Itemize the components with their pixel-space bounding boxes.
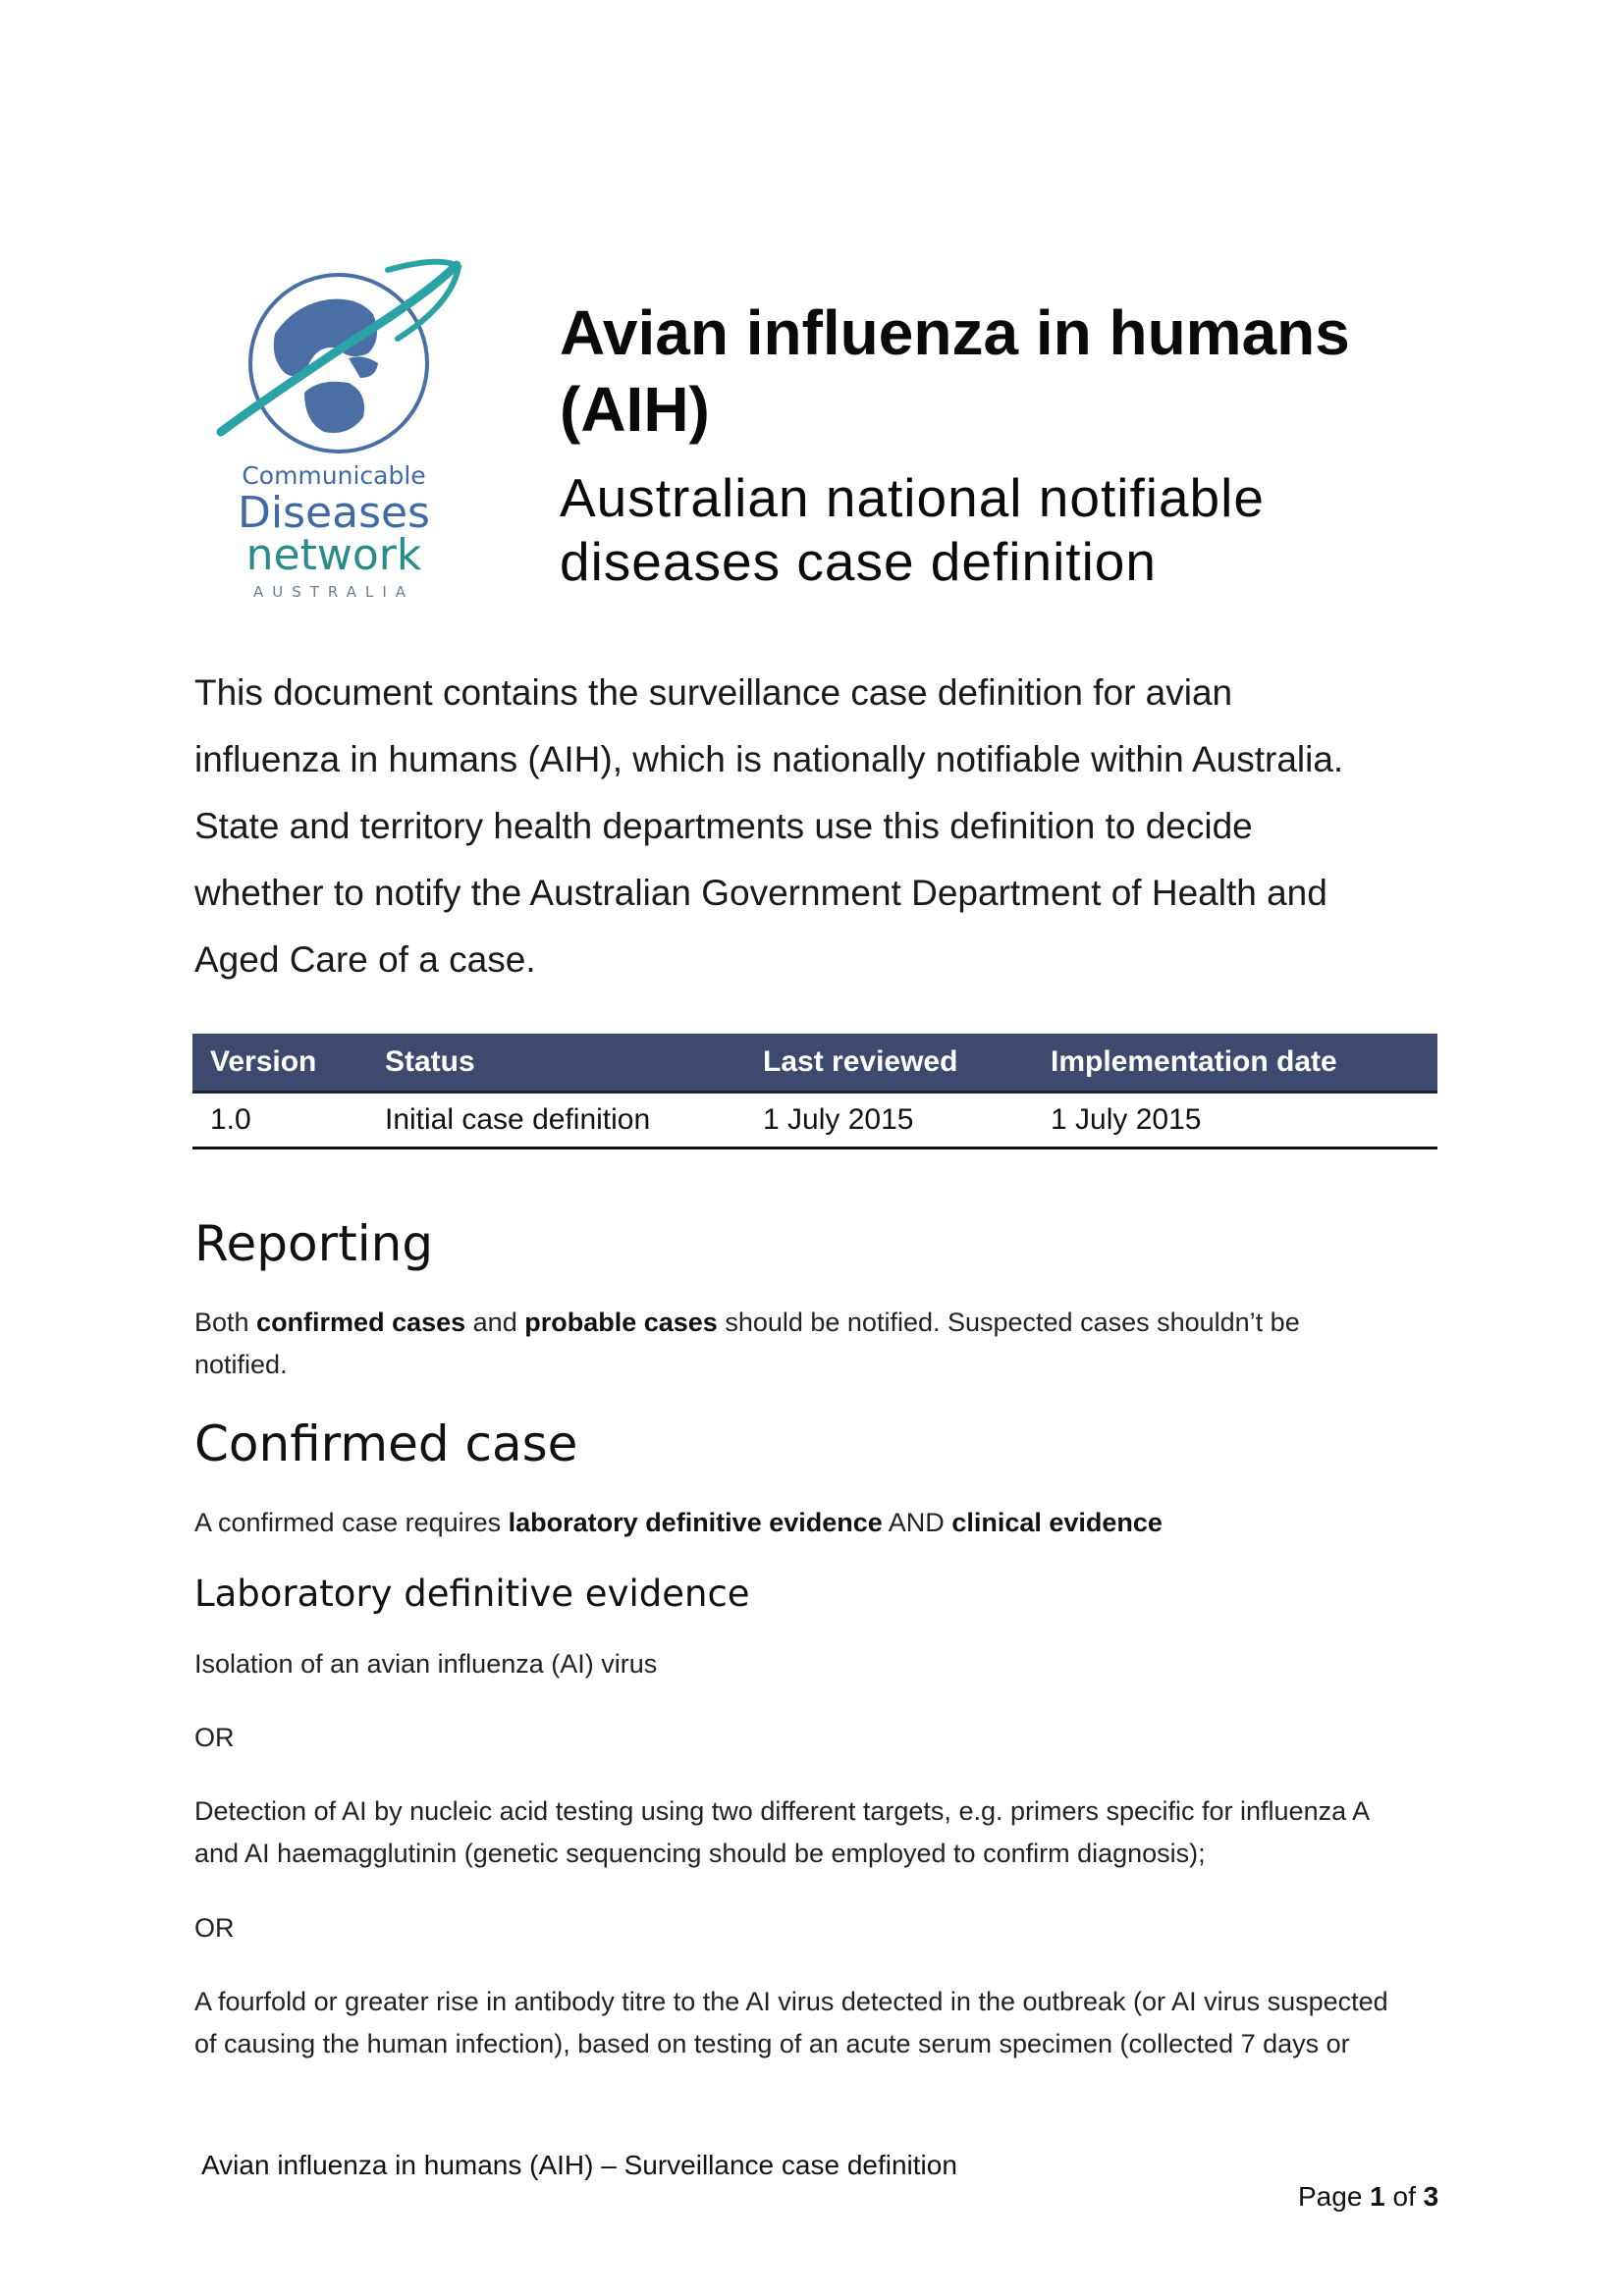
logo-text-communicable: Communicable	[242, 461, 426, 490]
reporting-text: notified.	[194, 1350, 288, 1379]
cell-version: 1.0	[192, 1093, 367, 1148]
version-table	[192, 1034, 1437, 1149]
cell-implementation-date: 1 July 2015	[1033, 1093, 1437, 1148]
intro-line: whether to notify the Australian Government Department of Health and	[194, 873, 1327, 913]
document-title	[560, 294, 1492, 448]
reporting-text: and	[465, 1308, 525, 1337]
lab-p3-line: of causing the human infection), based on testing of an acute serum specimen (collected 7 days or	[194, 2029, 1350, 2058]
document-subtitle	[560, 466, 1492, 594]
header-implementation-date: Implementation date	[1033, 1034, 1437, 1093]
table-row	[192, 1093, 1437, 1148]
subtitle-line-1: Australian national notifiable	[560, 467, 1265, 528]
lab-p3-line: A fourfold or greater rise in antibody titre to the AI virus detected in the outbreak (or AI virus suspected	[194, 1987, 1388, 2016]
lab-paragraph-2	[194, 1790, 1461, 1875]
cell-last-reviewed: 1 July 2015	[745, 1093, 1033, 1148]
confirmed-text: A confirmed case requires	[194, 1508, 509, 1537]
table-header-row	[192, 1034, 1437, 1093]
globe-logo-graphic	[201, 245, 466, 609]
page-number	[1298, 2181, 1438, 2213]
confirmed-bold-clinical: clinical evidence	[951, 1508, 1163, 1537]
lab-paragraph-3	[194, 1981, 1461, 2065]
page-current: 1	[1370, 2181, 1385, 2212]
header-last-reviewed: Last reviewed	[745, 1034, 1033, 1093]
reporting-text: Both	[194, 1308, 257, 1337]
page-label: Page	[1298, 2181, 1371, 2212]
reporting-bold-confirmed: confirmed cases	[256, 1308, 466, 1337]
reporting-paragraph	[194, 1302, 1461, 1386]
lab-p2-line: Detection of AI by nucleic acid testing using two different targets, e.g. primers specific for influenza A	[194, 1796, 1371, 1826]
lab-paragraph-1: Isolation of an avian influenza (AI) virus	[194, 1649, 658, 1679]
intro-line: State and territory health departments use this definition to decide	[194, 806, 1253, 846]
cell-status: Initial case definition	[367, 1093, 745, 1148]
reporting-bold-probable: probable cases	[524, 1308, 718, 1337]
logo-text-diseases: Diseases	[238, 488, 430, 538]
logo-text-network: network	[245, 530, 422, 580]
lab-p2-line: and AI haemagglutinin (genetic sequencing should be employed to confirm diagnosis);	[194, 1839, 1206, 1868]
title-line-2: (AIH)	[560, 374, 710, 445]
page-total: 3	[1423, 2181, 1439, 2212]
or-separator: OR	[194, 1913, 235, 1943]
header-status: Status	[367, 1034, 745, 1093]
confirmed-bold-lab: laboratory definitive evidence	[508, 1508, 883, 1537]
header-version: Version	[192, 1034, 367, 1093]
confirmed-text: AND	[882, 1508, 952, 1537]
reporting-heading: Reporting	[194, 1215, 434, 1272]
subtitle-line-2: diseases case definition	[560, 531, 1157, 592]
lab-evidence-heading: Laboratory definitive evidence	[194, 1573, 750, 1615]
footer-document-title: Avian influenza in humans (AIH) – Surveillance case definition	[201, 2150, 957, 2180]
page-of-label: of	[1384, 2181, 1424, 2212]
confirmed-case-heading: Confirmed case	[194, 1415, 578, 1472]
intro-line: This document contains the surveillance case definition for avian	[194, 672, 1233, 713]
reporting-text: should be notified. Suspected cases shouldn’t be	[717, 1308, 1300, 1337]
or-separator: OR	[194, 1723, 235, 1752]
intro-paragraph	[194, 660, 1471, 993]
logo-text-australia: AUSTRALIA	[252, 583, 415, 601]
intro-line: Aged Care of a case.	[194, 939, 536, 980]
title-line-1: Avian influenza in humans	[560, 297, 1350, 368]
cdna-logo	[201, 245, 466, 609]
confirmed-case-paragraph	[194, 1502, 1461, 1544]
intro-line: influenza in humans (AIH), which is nationally notifiable within Australia.	[194, 739, 1344, 779]
